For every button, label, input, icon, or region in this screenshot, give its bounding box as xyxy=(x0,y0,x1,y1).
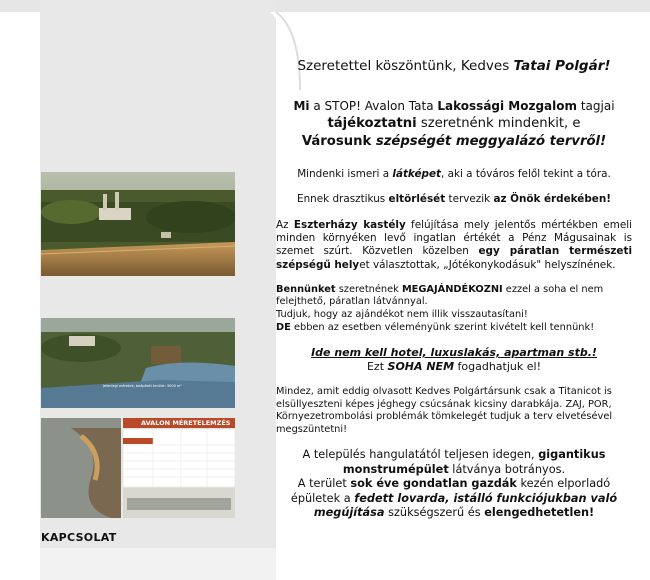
size-annotation: Jelenlegi méretek, beépített terület: 3000 m² xyxy=(103,384,182,388)
paragraph-monster: A település hangulatától teljesen idegen, gigantikus monstrumépület látványa botrányos. xyxy=(302,448,606,476)
sidebar-footer-area xyxy=(40,548,276,580)
size-table-title: AVALON MÉRETELEMZÉS xyxy=(141,419,231,427)
paragraph-view: Mindenki ismeri a látképet, aki a tóváros felől tekint a tóra. xyxy=(297,168,611,181)
avalon-size-analysis-collage xyxy=(41,318,235,518)
lake-view-photo xyxy=(41,172,235,276)
paragraph-gift: Bennünket szeretnének MEGAJÁNDÉKOZNI ezzel a soha el nem felejthető, páratlan látvánnyal. Tudjuk, hogy az ajándékot nem illik visszautasítani! DE ebben az esetben véleményünk szerint kivételt kell tennünk! xyxy=(276,283,604,333)
greeting: Szeretettel köszöntünk, Kedves Tatai Polgár! xyxy=(297,58,611,74)
paragraph-castle: Az Eszterházy kastély felújítása mely jelentős mértékben emeli minden környéken levő ingatlan értékét a Pénz Mágusainak is szemet szúrt. Közvetlen közelben egy páratlan természeti szépségű helyet választottak, „Jótékonykodásuk" helyszínének. xyxy=(276,218,633,271)
paragraph-erase: Ennek drasztikus eltörlését tervezik az Önök érdekében! xyxy=(297,193,611,206)
paragraph-stables: A terület sok éve gondatlan gazdák kezén elporladó épületek a fedett lovarda, istálló funkciójukban való megújítása szükségszerű és elengedhetetlen! xyxy=(290,477,618,520)
contact-heading: KAPCSOLAT xyxy=(41,531,117,544)
paragraph-no-hotel: Ide nem kell hotel, luxuslakás, apartman stb.! Ezt SOHA NEM fogadhatjuk el! xyxy=(311,346,597,374)
intro-paragraph: Mi a STOP! Avalon Tata Lakossági Mozgalom tagjai tájékoztatni szeretnénk mindenkit, e Városunk szépségét meggyalázó tervről! xyxy=(293,98,615,150)
paragraph-titanic: Mindez, amit eddig olvasott Kedves Polgártársunk csak a Titanicot is elsüllyeszteni képes jéghegy csúcsának kicsiny darabkája. ZAJ, POR, Környezetrombolási problémák tömkelegét tudjuk a terv elvetésével megszüntetni! xyxy=(276,386,613,435)
main-content xyxy=(276,58,632,521)
